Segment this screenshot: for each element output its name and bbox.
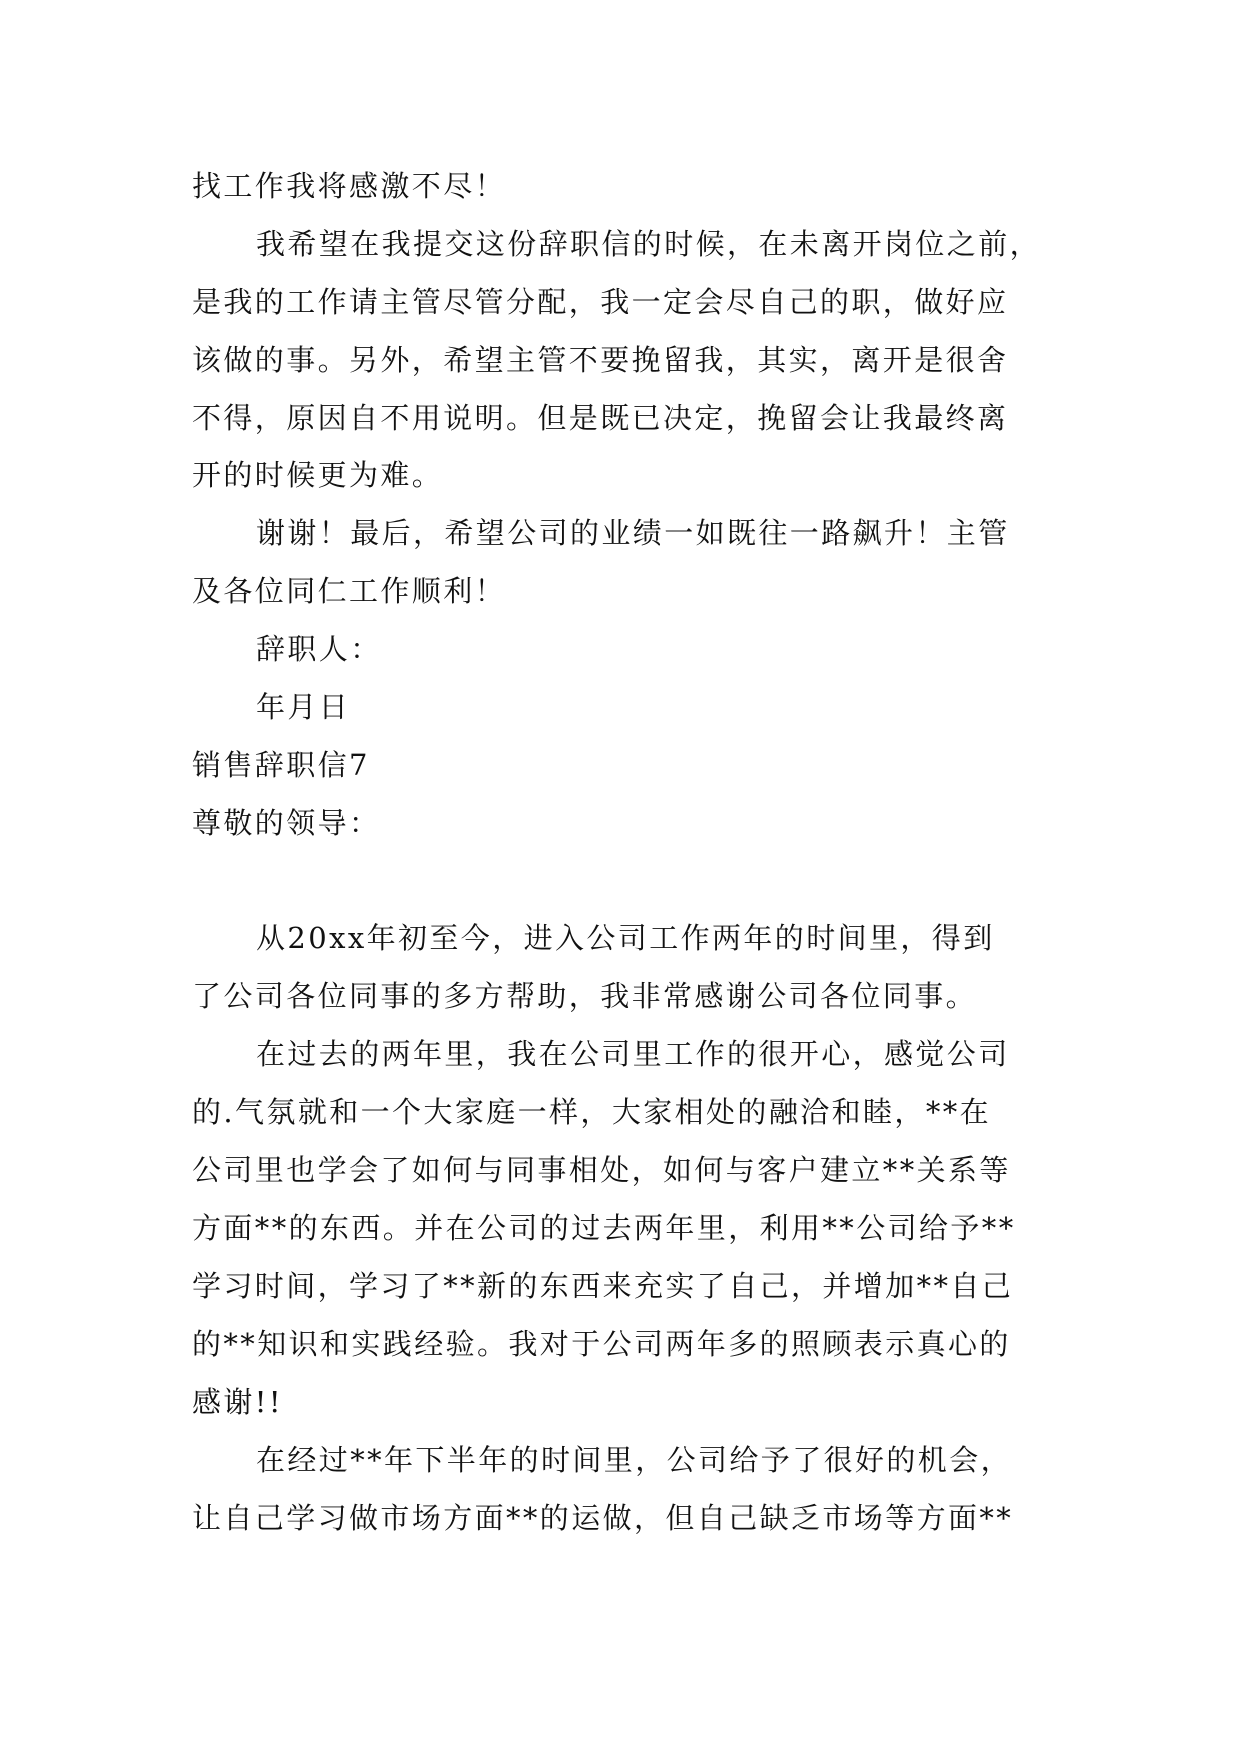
text-line: 在经过**年下半年的时间里，公司给予了很好的机会， xyxy=(256,1443,1013,1477)
text-line: 方面**的东西。并在公司的过去两年里，利用**公司给予** xyxy=(192,1211,1016,1245)
text-line: 在过去的两年里，我在公司里工作的很开心，感觉公司 xyxy=(256,1037,1010,1071)
text-line: 让自己学习做市场方面**的运做，但自己缺乏市场等方面** xyxy=(192,1501,1014,1535)
text-line: 了公司各位同事的多方帮助，我非常感谢公司各位同事。 xyxy=(192,979,978,1013)
section-title: 销售辞职信7 xyxy=(192,748,370,782)
text-line: 学习时间，学习了**新的东西来充实了自己，并增加**自己 xyxy=(192,1269,1014,1303)
text-line: 开的时候更为难。 xyxy=(192,458,444,492)
text-line: 从20xx年初至今，进入公司工作两年的时间里，得到 xyxy=(256,921,995,955)
text-line: 不得，原因自不用说明。但是既已决定，挽留会让我最终离 xyxy=(192,401,1009,435)
text-line: 的.气氛就和一个大家庭一样，大家相处的融洽和睦，**在 xyxy=(192,1095,992,1129)
text-line: 该做的事。另外，希望主管不要挽留我，其实，离开是很舍 xyxy=(192,343,1009,377)
text-line: 找工作我将感激不尽！ xyxy=(192,169,507,203)
salutation: 尊敬的领导： xyxy=(192,806,381,840)
text-line: 是我的工作请主管尽管分配，我一定会尽自己的职，做好应 xyxy=(192,285,1009,319)
text-line: 谢谢！最后，希望公司的业绩一如既往一路飙升！主管 xyxy=(256,516,1010,550)
text-line: 的**知识和实践经验。我对于公司两年多的照顾表示真心的 xyxy=(192,1327,1011,1361)
signer-label: 辞职人： xyxy=(256,632,382,666)
text-line: 感谢!! xyxy=(192,1385,283,1419)
text-line: 及各位同仁工作顺利！ xyxy=(192,574,507,608)
text-line: 公司里也学会了如何与同事相处，如何与客户建立**关系等 xyxy=(192,1153,1011,1187)
text-line: 我希望在我提交这份辞职信的时候，在未离开岗位之前， xyxy=(256,227,1042,261)
date-line: 年月日 xyxy=(256,690,351,724)
